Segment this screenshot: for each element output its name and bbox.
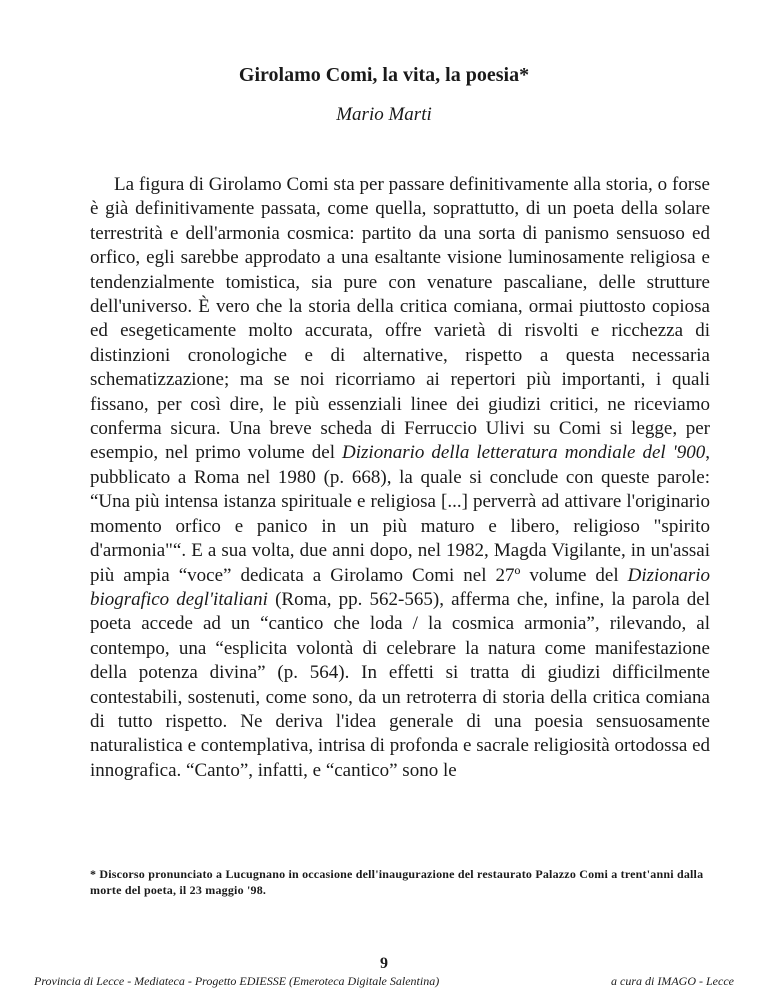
article-author: Mario Marti (336, 104, 432, 125)
body-text-part-3: (Roma, pp. 562-565), afferma che, infine, la parola del poeta accede ad un “cantico che loda / la cosmica armonia”, rilevando, al contempo, una “esplicita volontà di celebrare la natura come manifestazione della potenza divina” (p. 564). In effetti si tratta di giudizi difficilmente contestabili, sostenuti, come sono, da un retroterra di storia della critica comiana di tutto rispetto. Ne deriva l'idea generale di una poesia sensuosamente naturalistica e contemplativa, intrisa di profonda e sacrale religiosità ortodossa ed innografica. “Canto”, infatti, e “cantico” sono le (90, 588, 710, 781)
body-text-part-2: , pubblicato a Roma nel 1980 (p. 668), la quale si conclude con queste parole: “Una più intensa istanza spirituale e religiosa [...] perverrà ad attivare l'originario momento orfico e panico in un più maturo e libero, religioso "spirito d'armonia"“. E a sua volta, due anni dopo, nel 1982, Magda Vigilante, in un'assai più ampia “voce” dedicata a Girolamo Comi nel 27º volume del (90, 442, 710, 586)
page-footer (34, 974, 734, 989)
page-number: 9 (380, 955, 388, 972)
body-paragraph (90, 173, 710, 783)
body-text-part-1: La figura di Girolamo Comi sta per passare definitivamente alla storia, o forse è già definitivamente passata, come quella, soprattutto, di un poeta della solare terrestrità e dell'armonia cosmica: partito da una sorta di panismo sensuoso ed orfico, egli sarebbe approdato a una esaltante visione luminosamente religiosa e tendenzialmente tomistica, sia pure con venature pascaliane, delle strutture dell'universo. È vero che la storia della critica comiana, ormai piuttosto copiosa ed esegeticamente molto accurata, offre varietà di risvolti e ricchezza di distinzioni cronologiche e di alternative, rispetto a questa necessaria schematizzazione; ma se noi ricorriamo ai repertori più importanti, i quali fissano, per così dire, le più essenziali linee dei giudizi critici, ne riceviamo conferma sicura. Una breve scheda di Ferruccio Ulivi su Comi si legge, per esempio, nel primo volume del (90, 174, 710, 464)
footnote: * Discorso pronunciato a Lucugnano in occasione dell'inaugurazione del restaurato Palazzo Comi a trent'anni dalla morte del poeta, il 23 maggio '98. (90, 867, 704, 897)
body-italic-title-1: Dizionario della letteratura mondiale del '900 (342, 442, 706, 464)
article-body (90, 173, 710, 783)
footer-credit: a cura di IMAGO - Lecce (611, 974, 734, 988)
article-title: Girolamo Comi, la vita, la poesia* (238, 64, 530, 86)
footer-source: Provincia di Lecce - Mediateca - Progetto EDIESSE (Emeroteca Digitale Salentina) (34, 974, 440, 988)
body-italic-title-2: Dizionario biografico degl'italiani (90, 564, 711, 610)
